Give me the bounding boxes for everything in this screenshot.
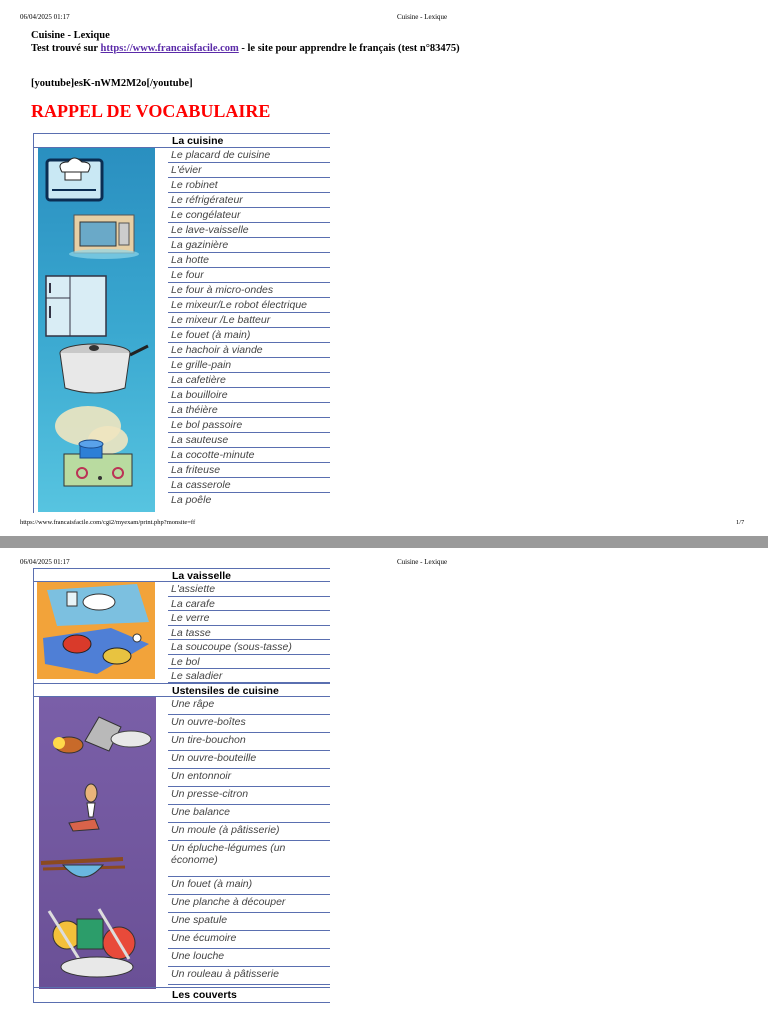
vocab-item: Une écumoire — [168, 931, 330, 949]
vocab-item: Le mixeur /Le batteur — [168, 313, 330, 328]
header-title: Cuisine - Lexique — [397, 13, 448, 21]
table-left-border — [33, 148, 34, 513]
subtitle-suffix: - le site pour apprendre le français (test n°83475) — [238, 43, 460, 54]
vocab-item: La soucoupe (sous-tasse) — [168, 640, 330, 655]
footer-page-number: 1/7 — [736, 519, 745, 526]
vocab-item: Une planche à découper — [168, 895, 330, 913]
vocab-item: Le four à micro-ondes — [168, 283, 330, 298]
table-left-border — [33, 582, 34, 688]
section-heading-vaisselle: La vaisselle — [33, 568, 330, 582]
vocab-item: Le grille-pain — [168, 358, 330, 373]
vocab-table-cuisine — [33, 133, 330, 513]
vocab-item: Une balance — [168, 805, 330, 823]
vocab-item: Un tire-bouchon — [168, 733, 330, 751]
vocab-item: Le bol passoire — [168, 418, 330, 433]
document-title: Cuisine - Lexique — [31, 30, 110, 41]
vocab-item: Le four — [168, 268, 330, 283]
print-page-2 — [0, 548, 768, 1024]
vocab-item: Le saladier — [168, 669, 330, 683]
table-left-border — [33, 697, 34, 995]
site-link[interactable]: https://www.francaisfacile.com — [100, 43, 239, 54]
vocab-item: L'évier — [168, 163, 330, 178]
vocab-item: Le lave-vaisselle — [168, 223, 330, 238]
vocab-item: Une râpe — [168, 697, 330, 715]
footer-url: https://www.francaisfacile.com/cgi2/myexam/print.php?monsite=ff — [20, 519, 196, 526]
vocab-item: Le réfrigérateur — [168, 193, 330, 208]
vocab-item: Un moule (à pâtisserie) — [168, 823, 330, 841]
vocab-item: Le mixeur/Le robot électrique — [168, 298, 330, 313]
section-heading-cuisine: La cuisine — [33, 133, 330, 148]
section-heading-couverts: Les couverts — [33, 987, 330, 1003]
vocab-item: La hotte — [168, 253, 330, 268]
vocab-table-ustensiles — [33, 683, 330, 995]
section-heading-ustensiles: Ustensiles de cuisine — [33, 683, 330, 697]
vocab-table-vaisselle — [33, 568, 330, 688]
kitchen-illustration — [38, 148, 155, 512]
vocab-item: Le hachoir à viande — [168, 343, 330, 358]
vocab-item: La bouilloire — [168, 388, 330, 403]
header-title: Cuisine - Lexique — [397, 558, 448, 566]
vocab-item: Un ouvre-boîtes — [168, 715, 330, 733]
vocab-item: La gazinière — [168, 238, 330, 253]
vocab-item: La friteuse — [168, 463, 330, 478]
vocab-table-couverts — [33, 987, 330, 1003]
utensils-illustration — [39, 697, 156, 989]
vocab-item: Le verre — [168, 611, 330, 626]
subtitle-prefix: Test trouvé sur — [31, 43, 101, 54]
vocab-item: Un ouvre-bouteille — [168, 751, 330, 769]
vocab-item: Un fouet (à main) — [168, 877, 330, 895]
vocab-item: Un rouleau à pâtisserie — [168, 967, 330, 985]
vocab-item: Le placard de cuisine — [168, 148, 330, 163]
vocab-item: Un épluche-légumes (un économe) — [168, 841, 330, 877]
vocab-item: La sauteuse — [168, 433, 330, 448]
vocab-item: La théière — [168, 403, 330, 418]
vocab-item: Une louche — [168, 949, 330, 967]
vocab-item: Le congélateur — [168, 208, 330, 223]
document-subtitle — [31, 43, 460, 54]
vocab-item: Une spatule — [168, 913, 330, 931]
vocab-item: La casserole — [168, 478, 330, 493]
header-date: 06/04/2025 01:17 — [20, 13, 70, 21]
vocab-item: La poêle — [171, 494, 212, 506]
page-separator — [0, 536, 768, 548]
vocab-item: La carafe — [168, 597, 330, 611]
header-date: 06/04/2025 01:17 — [20, 558, 70, 566]
vocab-item: Le fouet (à main) — [168, 328, 330, 343]
vocab-item: Le robinet — [168, 178, 330, 193]
tableware-illustration — [37, 582, 155, 679]
vocab-item: La cafetière — [168, 373, 330, 388]
vocab-item: La cocotte-minute — [168, 448, 330, 463]
vocab-item: L'assiette — [168, 582, 330, 597]
section-title: RAPPEL DE VOCABULAIRE — [31, 101, 271, 121]
youtube-shortcode: [youtube]esK-nWM2M2o[/youtube] — [31, 78, 193, 89]
vocab-item: Un presse-citron — [168, 787, 330, 805]
vocab-item: Un entonnoir — [168, 769, 330, 787]
vocab-item: La tasse — [168, 626, 330, 640]
vocab-item: Le bol — [168, 655, 330, 669]
